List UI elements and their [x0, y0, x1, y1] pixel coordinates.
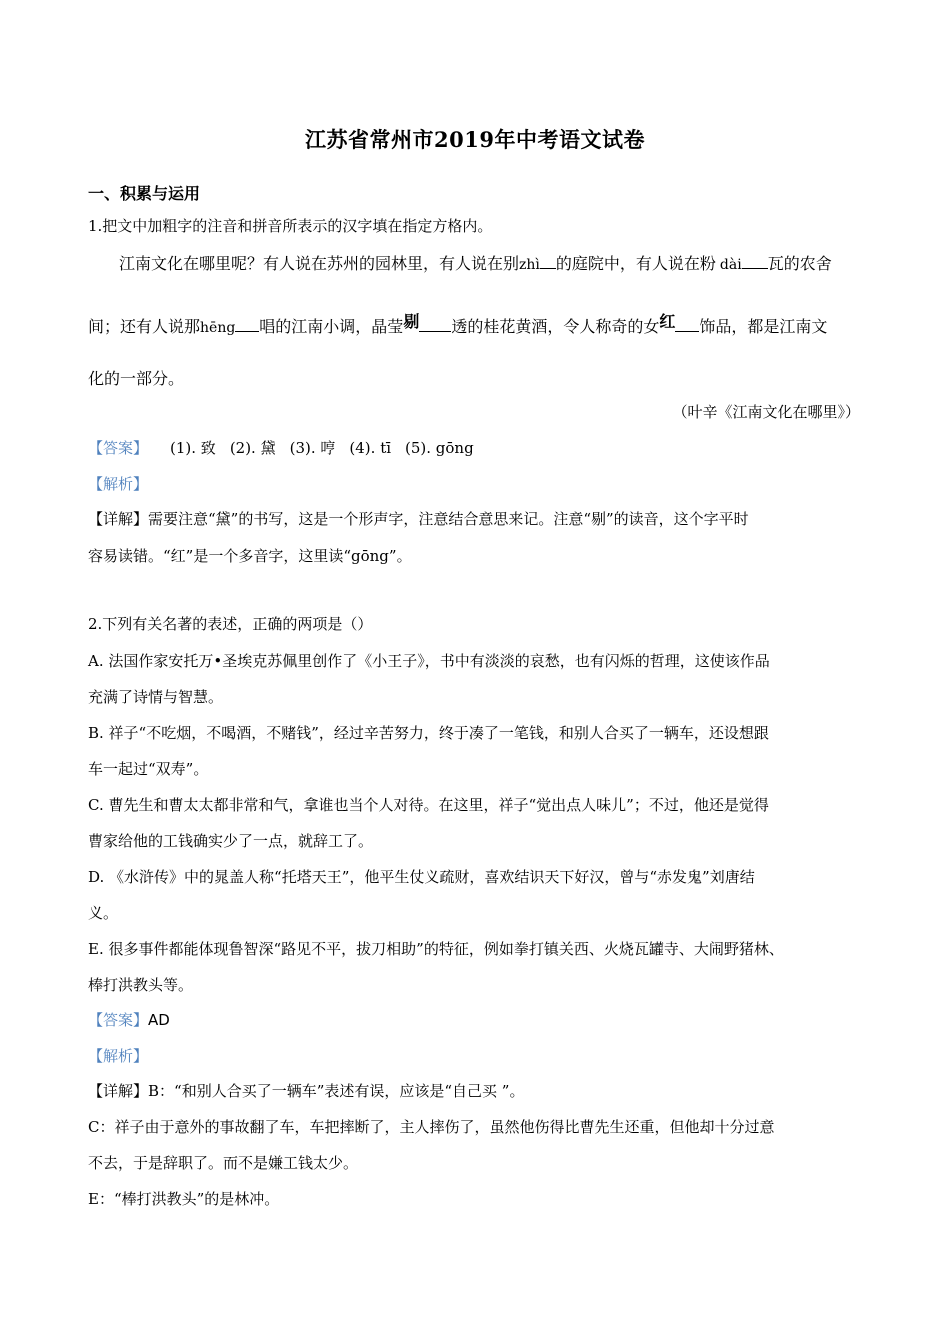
pinyin-heng: hēng [200, 320, 236, 336]
q2-option-a-line-1: A. 法国作家安托万•圣埃克苏佩里创作了《小王子》，书中有淡淡的哀愁，也有闪烁的哲理，这使该作品 [88, 652, 770, 670]
q1-text: 透的桂花黄酒，令人称奇的女 [451, 317, 660, 336]
answer-blank [540, 267, 556, 269]
q2-stem: 2.下列有关名著的表述，正确的两项是（） [88, 615, 373, 633]
answer-item: (1). 致 [170, 439, 216, 457]
q2-answer [88, 1009, 170, 1030]
q2-detail-line-2: C：祥子由于意外的事故翻了车，车把摔断了，主人摔伤了，虽然他伤得比曹先生还重，但他却十分过意 [88, 1118, 775, 1136]
q1-text: 饰品，都是江南文 [699, 317, 828, 336]
page-title: 江苏省常州市2019年中考语文试卷 [305, 127, 645, 152]
q1-detail-line-2: 容易读错。“红”是一个多音字，这里读“gōng”。 [88, 547, 412, 565]
q1-detail-line-1: 【详解】需要注意“黛”的书写，这是一个形声字，注意结合意思来记。注意“剔”的读音，这个字平时 [88, 510, 749, 528]
answer-item: (2). 黛 [229, 439, 276, 457]
q2-option-d-line-1: D. 《水浒传》中的晁盖人称“托塔天王”，他平生仗义疏财，喜欢结识天下好汉，曾与“赤发鬼”刘唐结 [88, 868, 755, 886]
q2-option-d-line-2: 义。 [88, 904, 119, 922]
q2-option-e-line-2: 棒打洪教头等。 [88, 976, 194, 994]
q1-text: 的庭院中，有人说在粉 [555, 254, 716, 273]
q1-passage-line-3: 化的一部分。 [88, 369, 185, 388]
answer-blank [742, 267, 768, 269]
q1-passage-line-1 [119, 251, 832, 274]
q2-option-e-line-1: E. 很多事件都能体现鲁智深“路见不平，拔刀相助”的特征，例如拳打镇关西、火烧瓦罐寺、大闹野猪林、 [88, 940, 784, 958]
pinyin-dai: dài [719, 257, 742, 273]
answer-label: 【答案】 [88, 1011, 149, 1029]
q2-option-a-line-2: 充满了诗情与智慧。 [88, 688, 224, 706]
pinyin-zhi: zhì [519, 257, 540, 273]
q2-detail-line-4: E：“棒打洪教头”的是林冲。 [88, 1190, 280, 1208]
section-heading: 一、积累与运用 [88, 184, 201, 203]
analysis-label: 【解析】 [88, 475, 149, 493]
answer-label: 【答案】 [88, 439, 149, 457]
q1-text: 瓦的农舍 [767, 254, 832, 273]
answer-blank [235, 330, 259, 332]
answer-item: (4). tī [349, 439, 392, 457]
q1-answer [88, 437, 488, 458]
q1-passage-line-2 [88, 314, 827, 337]
q2-detail-line-3: 不去，于是辞职了。而不是嫌工钱太少。 [88, 1154, 359, 1172]
q1-text: 江南文化在哪里呢？有人说在苏州的园林里，有人说在别 [119, 254, 520, 273]
q1-source: （叶辛《江南文化在哪里》） [672, 403, 860, 421]
bold-char-hong: 红 [659, 312, 676, 331]
q2-detail-line-1: 【详解】B：“和别人合买了一辆车”表述有误，应该是“自己买 ”。 [88, 1082, 525, 1100]
q2-option-c-line-2: 曹家给他的工钱确实少了一点，就辞工了。 [88, 832, 374, 850]
q2-option-c-line-1: C. 曹先生和曹太太都非常和气，拿谁也当个人对待。在这里，祥子“觉出点人味儿”；不过，他还是觉得 [88, 796, 769, 814]
answer-item: (5). gōng [405, 439, 474, 457]
q1-text: 间；还有人说那 [88, 317, 201, 336]
bold-char-ti: 剔 [403, 312, 420, 331]
analysis-label: 【解析】 [88, 1047, 149, 1065]
q2-option-b-line-1: B. 祥子“不吃烟，不喝酒，不赌钱”，经过辛苦努力，终于凑了一笔钱，和别人合买了一辆车，还设想跟 [88, 724, 769, 742]
answer-blank [419, 330, 451, 332]
q1-stem: 1.把文中加粗字的注音和拼音所表示的汉字填在指定方格内。 [88, 217, 493, 235]
answer-value: AD [148, 1011, 170, 1029]
answer-item: (3). 哼 [289, 439, 336, 457]
answer-blank [675, 330, 699, 332]
q2-option-b-line-2: 车一起过“双寿”。 [88, 760, 209, 778]
q1-text: 唱的江南小调，晶莹 [259, 317, 404, 336]
